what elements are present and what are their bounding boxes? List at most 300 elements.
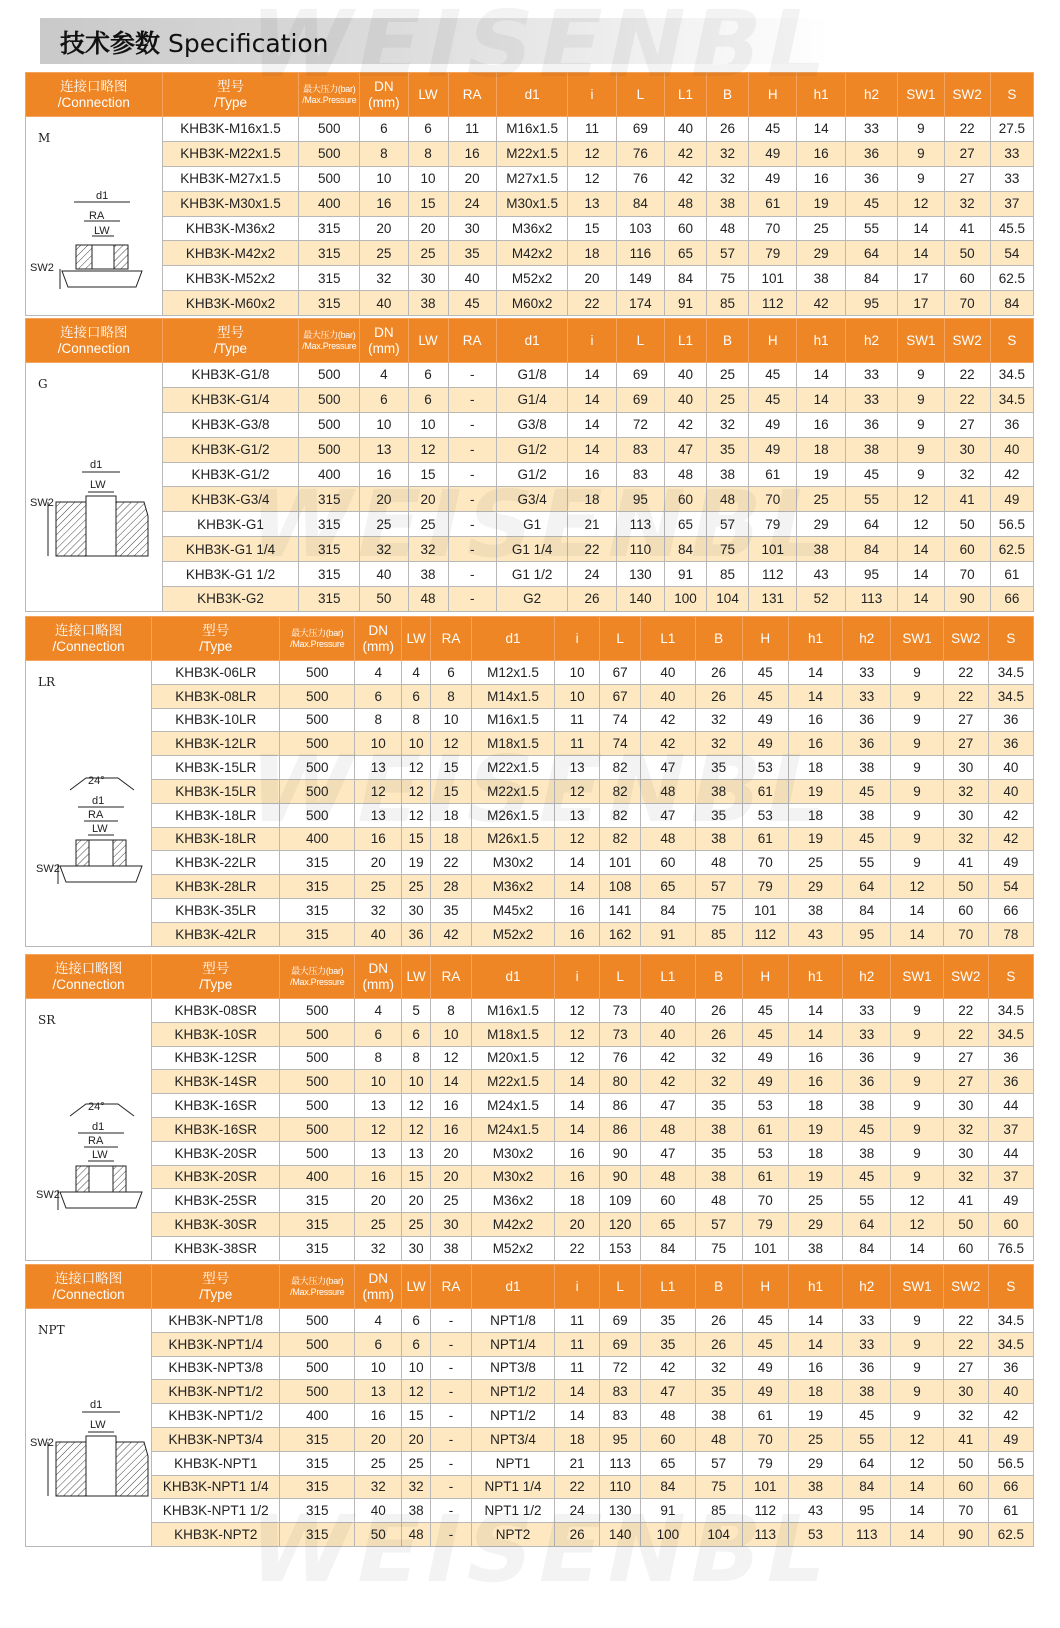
table-cell: 16	[355, 827, 402, 851]
table-cell: M30x2	[472, 851, 555, 875]
table-cell: 113	[742, 1523, 788, 1547]
table-cell: 14	[891, 1475, 943, 1499]
table-cell: 38	[695, 827, 742, 851]
table-cell: 33	[845, 363, 898, 388]
table-row	[26, 803, 1034, 827]
table-row	[26, 922, 1034, 946]
table-cell: 9	[891, 732, 943, 756]
table-cell: 315	[280, 922, 355, 946]
table-cell: 315	[280, 1499, 355, 1523]
sw2-label: SW2	[30, 496, 54, 509]
header-col: SW1	[891, 955, 943, 999]
table-cell: 10	[408, 412, 448, 437]
table-cell: 38	[797, 266, 845, 291]
table-cell: 14	[555, 1094, 600, 1118]
table-cell: NPT3/8	[472, 1356, 555, 1380]
header-col: L	[616, 319, 664, 363]
cell-type: KHB3K-35LR	[152, 898, 280, 922]
header-col: LW	[402, 1265, 431, 1309]
table-row	[26, 363, 1034, 388]
table-cell: 27	[943, 708, 988, 732]
lw-label: LW	[90, 478, 106, 491]
table-cell: 45	[843, 1117, 891, 1141]
table-cell: NPT1	[472, 1451, 555, 1475]
table-cell: M60x2	[496, 291, 567, 316]
table-cell: -	[431, 1499, 472, 1523]
table-cell: 13	[355, 803, 402, 827]
table-cell: 108	[600, 875, 641, 899]
table-cell: 22	[943, 1309, 988, 1333]
table-cell: 42	[665, 141, 707, 166]
table-cell: 41	[944, 216, 990, 241]
table-cell: 48	[641, 1117, 695, 1141]
table-cell: 57	[707, 512, 749, 537]
table-cell: 72	[616, 412, 664, 437]
table-cell: 32	[707, 166, 749, 191]
table-cell: NPT3/4	[472, 1427, 555, 1451]
table-cell: 10	[402, 1356, 431, 1380]
table-cell: 38	[695, 1404, 742, 1428]
lw-label: LW	[90, 1419, 106, 1431]
table-cell: 174	[616, 291, 664, 316]
table-row	[26, 141, 1034, 166]
table-cell: 95	[845, 291, 898, 316]
table-cell: 22	[943, 1022, 988, 1046]
table-cell: 84	[665, 266, 707, 291]
table-cell: 12	[402, 1094, 431, 1118]
table-cell: 95	[843, 922, 891, 946]
table-cell: 112	[749, 291, 797, 316]
table-cell: 40	[355, 922, 402, 946]
table-cell: 95	[616, 487, 664, 512]
table-cell: 14	[788, 1309, 842, 1333]
cell-type: KHB3K-G1 1/4	[162, 537, 299, 562]
table-cell: 15	[431, 756, 472, 780]
table-cell: 18	[788, 1094, 842, 1118]
table-cell: M22x1.5	[496, 141, 567, 166]
table-cell: 25	[355, 1213, 402, 1237]
table-cell: 120	[600, 1213, 641, 1237]
table-cell: 12	[898, 191, 944, 216]
table-cell: 22	[568, 537, 616, 562]
table-cell: 140	[600, 1523, 641, 1547]
table-cell: 85	[695, 1499, 742, 1523]
table-header	[26, 1265, 1034, 1309]
table-cell: 82	[600, 756, 641, 780]
table-cell: 40	[665, 117, 707, 142]
header-col: H	[742, 617, 788, 661]
spec-table-m	[25, 72, 1034, 316]
table-cell: 9	[891, 1356, 943, 1380]
table-cell: NPT1/2	[472, 1404, 555, 1428]
table-cell: 16	[360, 462, 408, 487]
table-cell: 61	[742, 779, 788, 803]
table-cell: 32	[695, 1070, 742, 1094]
table-row	[26, 1427, 1034, 1451]
table-cell: 55	[845, 216, 898, 241]
table-cell: 18	[788, 803, 842, 827]
spec-title-bar	[40, 18, 830, 64]
table-cell: 41	[944, 487, 990, 512]
table-cell: 45	[749, 387, 797, 412]
table-cell: 41	[943, 1189, 988, 1213]
table-cell: 27	[943, 1046, 988, 1070]
table-cell: 90	[600, 1165, 641, 1189]
table-cell: 15	[408, 462, 448, 487]
table-cell: 500	[280, 1117, 355, 1141]
header-col: LW	[402, 617, 431, 661]
table-cell: 20	[360, 216, 408, 241]
spec-table	[25, 72, 1034, 316]
header-type: 型号 /Type	[152, 955, 280, 999]
header-connection: 连接口略图 /Connection	[26, 955, 152, 999]
table-cell: 315	[280, 1523, 355, 1547]
table-cell: 41	[943, 1427, 988, 1451]
table-cell: G1	[496, 512, 567, 537]
table-cell: 14	[555, 851, 600, 875]
table-cell: 60	[944, 266, 990, 291]
header-col: L	[600, 955, 641, 999]
table-cell: 9	[891, 1332, 943, 1356]
table-cell: 45	[742, 1332, 788, 1356]
table-cell: 61	[749, 191, 797, 216]
table-cell: 12	[555, 999, 600, 1023]
angle-label: 24°	[88, 1100, 105, 1113]
table-cell: 70	[742, 851, 788, 875]
connection-label: G	[38, 377, 48, 391]
table-cell: 69	[600, 1309, 641, 1333]
table-cell: 66	[988, 898, 1033, 922]
table-cell: 33	[843, 999, 891, 1023]
table-cell: 18	[788, 1141, 842, 1165]
table-cell: 19	[788, 1404, 842, 1428]
table-cell: 131	[749, 587, 797, 612]
table-cell: 9	[898, 141, 944, 166]
table-cell: 38	[788, 898, 842, 922]
table-cell: 84	[845, 266, 898, 291]
table-cell: 12	[891, 1189, 943, 1213]
table-cell: 66	[990, 587, 1033, 612]
table-cell: 20	[431, 1165, 472, 1189]
table-row	[26, 1499, 1034, 1523]
table-row	[26, 827, 1034, 851]
table-row	[26, 851, 1034, 875]
table-cell: 12	[568, 141, 616, 166]
table-cell: 73	[600, 999, 641, 1023]
connection-label: SR	[38, 1013, 56, 1027]
table-cell: 45.5	[990, 216, 1033, 241]
table-row	[26, 875, 1034, 899]
header-col: SW2	[943, 617, 988, 661]
table-cell: 34.5	[988, 661, 1033, 685]
table-cell: 37	[988, 1117, 1033, 1141]
table-cell: 9	[891, 999, 943, 1023]
table-cell: 55	[845, 487, 898, 512]
table-row	[26, 537, 1034, 562]
table-cell: 27	[943, 1356, 988, 1380]
table-cell: 38	[402, 1499, 431, 1523]
table-cell: M42x2	[472, 1213, 555, 1237]
table-header	[26, 319, 1034, 363]
table-cell: 25	[402, 875, 431, 899]
table-cell: 15	[408, 191, 448, 216]
table-cell: 65	[665, 241, 707, 266]
table-cell: 45	[742, 661, 788, 685]
ra-label: RA	[89, 209, 105, 222]
table-cell: 104	[695, 1523, 742, 1547]
table-cell: 28	[431, 875, 472, 899]
header-col: RA	[431, 617, 472, 661]
table-cell: 12	[402, 803, 431, 827]
table-cell: M52x2	[472, 922, 555, 946]
table-cell: 26	[695, 1022, 742, 1046]
table-cell: 14	[898, 587, 944, 612]
header-col: d1	[496, 319, 567, 363]
table-cell: 60	[641, 851, 695, 875]
table-row	[26, 191, 1034, 216]
table-cell: 25	[797, 487, 845, 512]
table-cell: 12	[891, 1427, 943, 1451]
table-cell: 32	[355, 1475, 402, 1499]
table-cell: 113	[843, 1523, 891, 1547]
table-cell: 18	[431, 827, 472, 851]
table-cell: 34.5	[988, 999, 1033, 1023]
table-cell: 20	[355, 1427, 402, 1451]
header-dn: DN (mm)	[355, 955, 402, 999]
table-cell: 37	[988, 1165, 1033, 1189]
table-cell: 40	[448, 266, 496, 291]
table-row	[26, 241, 1034, 266]
table-cell: 29	[797, 512, 845, 537]
table-cell: 57	[695, 875, 742, 899]
table-cell: 16	[355, 1404, 402, 1428]
table-cell: 65	[665, 512, 707, 537]
table-cell: 8	[431, 684, 472, 708]
table-cell: 40	[665, 387, 707, 412]
table-cell: 43	[788, 922, 842, 946]
table-row	[26, 1141, 1034, 1165]
table-cell: 20	[431, 1141, 472, 1165]
table-cell: 38	[843, 1094, 891, 1118]
table-cell: 500	[280, 1094, 355, 1118]
table-cell: 10	[402, 1070, 431, 1094]
connection-drawing	[26, 1030, 150, 1230]
header-col: S	[988, 1265, 1033, 1309]
cell-type: KHB3K-NPT2	[152, 1523, 280, 1547]
table-cell: 16	[555, 1165, 600, 1189]
table-cell: 38	[843, 1380, 891, 1404]
table-cell: 53	[742, 803, 788, 827]
table-cell: 315	[280, 1475, 355, 1499]
table-cell: 8	[355, 1046, 402, 1070]
table-cell: 14	[898, 562, 944, 587]
table-cell: 20	[568, 266, 616, 291]
table-cell: 10	[355, 1356, 402, 1380]
table-cell: 14	[898, 537, 944, 562]
table-cell: 27	[944, 166, 990, 191]
table-cell: 42	[988, 827, 1033, 851]
table-cell: 57	[695, 1451, 742, 1475]
table-cell: 85	[695, 922, 742, 946]
ra-label: RA	[88, 1134, 104, 1147]
table-cell: 42	[641, 708, 695, 732]
table-cell: 11	[448, 117, 496, 142]
table-cell: 16	[797, 412, 845, 437]
table-cell: 149	[616, 266, 664, 291]
table-cell: 20	[448, 166, 496, 191]
table-cell: 116	[616, 241, 664, 266]
table-cell: 69	[616, 117, 664, 142]
table-cell: 60	[665, 216, 707, 241]
table-cell: 38	[695, 1117, 742, 1141]
table-cell: 112	[742, 922, 788, 946]
header-col: RA	[448, 73, 496, 117]
table-cell: M52x2	[496, 266, 567, 291]
table-cell: 34.5	[988, 1022, 1033, 1046]
table-cell: 100	[641, 1523, 695, 1547]
table-cell: 85	[707, 562, 749, 587]
header-col: d1	[496, 73, 567, 117]
cell-type: KHB3K-M60x2	[162, 291, 299, 316]
table-cell: 101	[749, 266, 797, 291]
table-cell: G1 1/4	[496, 537, 567, 562]
table-cell: 36	[843, 1046, 891, 1070]
table-cell: 34.5	[988, 1309, 1033, 1333]
table-cell: 95	[600, 1427, 641, 1451]
table-cell: 48	[408, 587, 448, 612]
table-cell: 70	[943, 1499, 988, 1523]
table-cell: NPT1/2	[472, 1380, 555, 1404]
table-cell: 14	[555, 1117, 600, 1141]
table-cell: 24	[448, 191, 496, 216]
table-cell: 35	[641, 1309, 695, 1333]
header-col: h1	[788, 955, 842, 999]
table-cell: 130	[616, 562, 664, 587]
table-cell: 45	[749, 363, 797, 388]
table-cell: 60	[944, 537, 990, 562]
table-cell: 36	[843, 732, 891, 756]
table-row	[26, 1070, 1034, 1094]
table-cell: 84	[665, 537, 707, 562]
table-cell: 10	[555, 684, 600, 708]
table-cell: 10	[555, 661, 600, 685]
table-cell: 49	[742, 1046, 788, 1070]
table-row	[26, 1380, 1034, 1404]
table-cell: 21	[555, 1451, 600, 1475]
header-col: h2	[843, 955, 891, 999]
header-col: SW1	[891, 617, 943, 661]
table-cell: 22	[944, 387, 990, 412]
angle-label: 24°	[88, 774, 105, 787]
table-cell: 45	[742, 999, 788, 1023]
table-cell: 91	[665, 291, 707, 316]
table-cell: NPT1/4	[472, 1332, 555, 1356]
table-cell: 14	[555, 1404, 600, 1428]
header-col: d1	[472, 617, 555, 661]
table-cell: 12	[898, 512, 944, 537]
table-cell: 4	[360, 363, 408, 388]
table-cell: 19	[402, 851, 431, 875]
table-cell: 9	[891, 684, 943, 708]
table-cell: 32	[360, 266, 408, 291]
table-cell: 36	[402, 922, 431, 946]
table-cell: 25	[360, 512, 408, 537]
table-cell: 75	[707, 537, 749, 562]
table-cell: -	[448, 412, 496, 437]
table-cell: 13	[355, 756, 402, 780]
connection-drawing	[26, 137, 154, 316]
table-row	[26, 684, 1034, 708]
cell-type: KHB3K-38SR	[152, 1236, 280, 1260]
table-cell: 9	[898, 387, 944, 412]
table-cell: 10	[408, 166, 448, 191]
table-cell: G1/2	[496, 462, 567, 487]
table-cell: 9	[891, 756, 943, 780]
table-cell: -	[431, 1427, 472, 1451]
table-cell: 32	[355, 898, 402, 922]
table-cell: M22x1.5	[472, 1070, 555, 1094]
table-cell: 26	[568, 587, 616, 612]
table-cell: 30	[943, 1380, 988, 1404]
table-cell: G3/4	[496, 487, 567, 512]
table-cell: 42	[988, 1404, 1033, 1428]
table-cell: 78	[988, 922, 1033, 946]
table-cell: 65	[641, 1213, 695, 1237]
table-cell: 48	[641, 1404, 695, 1428]
table-cell: 32	[943, 1165, 988, 1189]
table-cell: 30	[943, 1141, 988, 1165]
table-cell: 36	[988, 1070, 1033, 1094]
table-cell: 14	[431, 1070, 472, 1094]
table-cell: 13	[568, 191, 616, 216]
table-cell: 12	[891, 875, 943, 899]
table-cell: 40	[988, 1380, 1033, 1404]
table-cell: 8	[408, 141, 448, 166]
cell-type: KHB3K-20SR	[152, 1141, 280, 1165]
spec-table-sr	[25, 954, 1034, 1261]
table-cell: 64	[843, 1451, 891, 1475]
connection-diagram	[26, 999, 152, 1261]
table-cell: 20	[555, 1213, 600, 1237]
table-cell: 500	[280, 1046, 355, 1070]
cell-type: KHB3K-NPT1/2	[152, 1404, 280, 1428]
table-cell: 22	[943, 661, 988, 685]
table-cell: 14	[797, 117, 845, 142]
table-cell: G1/8	[496, 363, 567, 388]
table-cell: 38	[845, 437, 898, 462]
table-cell: -	[431, 1309, 472, 1333]
header-pressure: 最大压力(bar) /Max.Pressure	[280, 955, 355, 999]
table-cell: M30x2	[472, 1165, 555, 1189]
table-cell: 9	[891, 803, 943, 827]
cell-type: KHB3K-G1/2	[162, 462, 299, 487]
table-cell: 50	[943, 1451, 988, 1475]
header-col: SW1	[891, 1265, 943, 1309]
table-cell: 49	[988, 1427, 1033, 1451]
table-cell: 16	[431, 1094, 472, 1118]
cell-type: KHB3K-10SR	[152, 1022, 280, 1046]
table-cell: 25	[707, 387, 749, 412]
table-cell: 45	[843, 827, 891, 851]
table-cell: 38	[843, 756, 891, 780]
table-cell: 14	[788, 684, 842, 708]
table-cell: 83	[616, 462, 664, 487]
table-cell: 9	[891, 851, 943, 875]
sw2-label: SW2	[36, 862, 60, 875]
table-cell: 22	[943, 1332, 988, 1356]
table-cell: 109	[600, 1189, 641, 1213]
table-header	[26, 955, 1034, 999]
